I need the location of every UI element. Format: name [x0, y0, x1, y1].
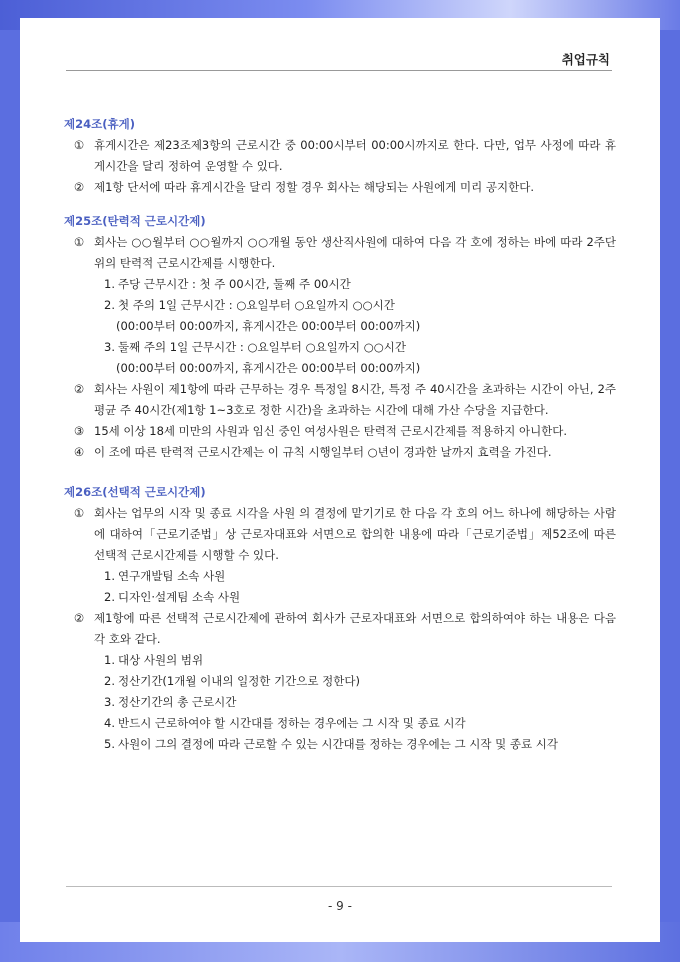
item-text: 첫 주의 1일 근무시간 : ○요일부터 ○요일까지 ○○시간	[118, 298, 395, 312]
clause-text: 회사는 ○○월부터 ○○월까지 ○○개월 동안 생산직사원에 대하여 다음 각 호에 정하는 바에 따라 2주단위의 탄력적 근로시간제를 시행한다.	[94, 235, 616, 270]
clause	[64, 379, 616, 421]
clause	[64, 503, 616, 566]
item-number: 2.	[104, 590, 115, 604]
spacer	[64, 198, 616, 211]
clause-number: ①	[73, 235, 85, 249]
article-24	[64, 114, 616, 198]
article-title: 제24조(휴게)	[64, 117, 135, 131]
list-item	[64, 713, 616, 734]
clause-number: ①	[73, 138, 85, 152]
list-item	[64, 692, 616, 713]
document-header-title: 취업규칙	[561, 52, 610, 67]
clause	[64, 421, 616, 442]
item-subline: (00:00부터 00:00까지, 휴게시간은 00:00부터 00:00까지)	[116, 319, 421, 333]
document-page	[20, 18, 660, 942]
item-number: 1.	[104, 569, 115, 583]
item-number: 1.	[104, 653, 115, 667]
clause-number: ②	[73, 382, 85, 396]
clause-number: ②	[73, 180, 85, 194]
item-text: 반드시 근로하여야 할 시간대를 정하는 경우에는 그 시작 및 종료 시각	[118, 716, 466, 730]
clause	[64, 442, 616, 463]
list-item	[64, 566, 616, 587]
item-number: 3.	[104, 340, 115, 354]
clause-text: 제1항에 따른 선택적 근로시간제에 관하여 회사가 근로자대표와 서면으로 합의하여야 하는 내용은 다음 각 호와 같다.	[94, 611, 616, 646]
clause	[64, 608, 616, 650]
item-text: 정산기간(1개월 이내의 일정한 기간으로 정한다)	[118, 674, 360, 688]
item-text: 대상 사원의 범위	[118, 653, 204, 667]
clause-text: 15세 이상 18세 미만의 사원과 임신 중인 여성사원은 탄력적 근로시간제를 적용하지 아니한다.	[94, 424, 568, 438]
clause-number: ④	[73, 445, 85, 459]
spacer	[64, 463, 616, 482]
item-number: 2.	[104, 298, 115, 312]
item-text: 사원이 그의 결정에 따라 근로할 수 있는 시간대를 정하는 경우에는 그 시작 및 종료 시각	[118, 737, 558, 751]
list-item	[64, 734, 616, 755]
item-number: 1.	[104, 277, 115, 291]
item-text: 둘째 주의 1일 근무시간 : ○요일부터 ○요일까지 ○○시간	[118, 340, 406, 354]
item-text: 연구개발팀 소속 사원	[118, 569, 226, 583]
item-text: 주당 근무시간 : 첫 주 00시간, 둘째 주 00시간	[118, 277, 351, 291]
clause	[64, 135, 616, 177]
item-number: 5.	[104, 737, 115, 751]
item-number: 2.	[104, 674, 115, 688]
item-text: 정산기간의 총 근로시간	[118, 695, 237, 709]
article-title: 제25조(탄력적 근로시간제)	[64, 214, 206, 228]
list-item	[64, 337, 616, 358]
item-number: 3.	[104, 695, 115, 709]
list-item	[64, 587, 616, 608]
article-26	[64, 482, 616, 755]
clause-text: 회사는 업무의 시작 및 종료 시각을 사원 의 결정에 맡기기로 한 다음 각 호의 어느 하나에 해당하는 사람에 대하여「근로기준법」상 근로자대표와 서면으로 합의한 내용에 따라「근로기준법」제52조에 따른 선택적 근로시간제를 시행할 수 있다.	[94, 506, 616, 562]
page-number: - 9 -	[328, 899, 352, 913]
clause	[64, 177, 616, 198]
clause-number: ②	[73, 611, 85, 625]
clause-text: 제1항 단서에 따라 휴게시간을 달리 정할 경우 회사는 해당되는 사원에게 미리 공지한다.	[94, 180, 534, 194]
header-divider	[66, 70, 612, 71]
document-body	[64, 114, 616, 755]
list-item	[64, 295, 616, 316]
list-item	[64, 671, 616, 692]
item-subline: (00:00부터 00:00까지, 휴게시간은 00:00부터 00:00까지)	[116, 361, 421, 375]
list-item	[64, 650, 616, 671]
clause-number: ③	[73, 424, 85, 438]
article-25	[64, 211, 616, 463]
item-text: 디자인·설계팀 소속 사원	[118, 590, 241, 604]
item-number: 4.	[104, 716, 115, 730]
clause-text: 휴게시간은 제23조제3항의 근로시간 중 00:00시부터 00:00시까지로 한다. 다만, 업무 사정에 따라 휴게시간을 달리 정하여 운영할 수 있다.	[94, 138, 616, 173]
clause	[64, 232, 616, 274]
clause-text: 이 조에 따른 탄력적 근로시간제는 이 규칙 시행일부터 ○년이 경과한 날까지 효력을 가진다.	[94, 445, 552, 459]
list-item	[64, 274, 616, 295]
article-title: 제26조(선택적 근로시간제)	[64, 485, 206, 499]
footer-divider	[66, 886, 612, 887]
clause-text: 회사는 사원이 제1항에 따라 근무하는 경우 특정일 8시간, 특정 주 40시간을 초과하는 시간이 아닌, 2주 평균 주 40시간(제1항 1~3호로 정한 시간)을 초과하는 시간에 대해 가산 수당을 지급한다.	[94, 382, 616, 417]
clause-number: ①	[73, 506, 85, 520]
